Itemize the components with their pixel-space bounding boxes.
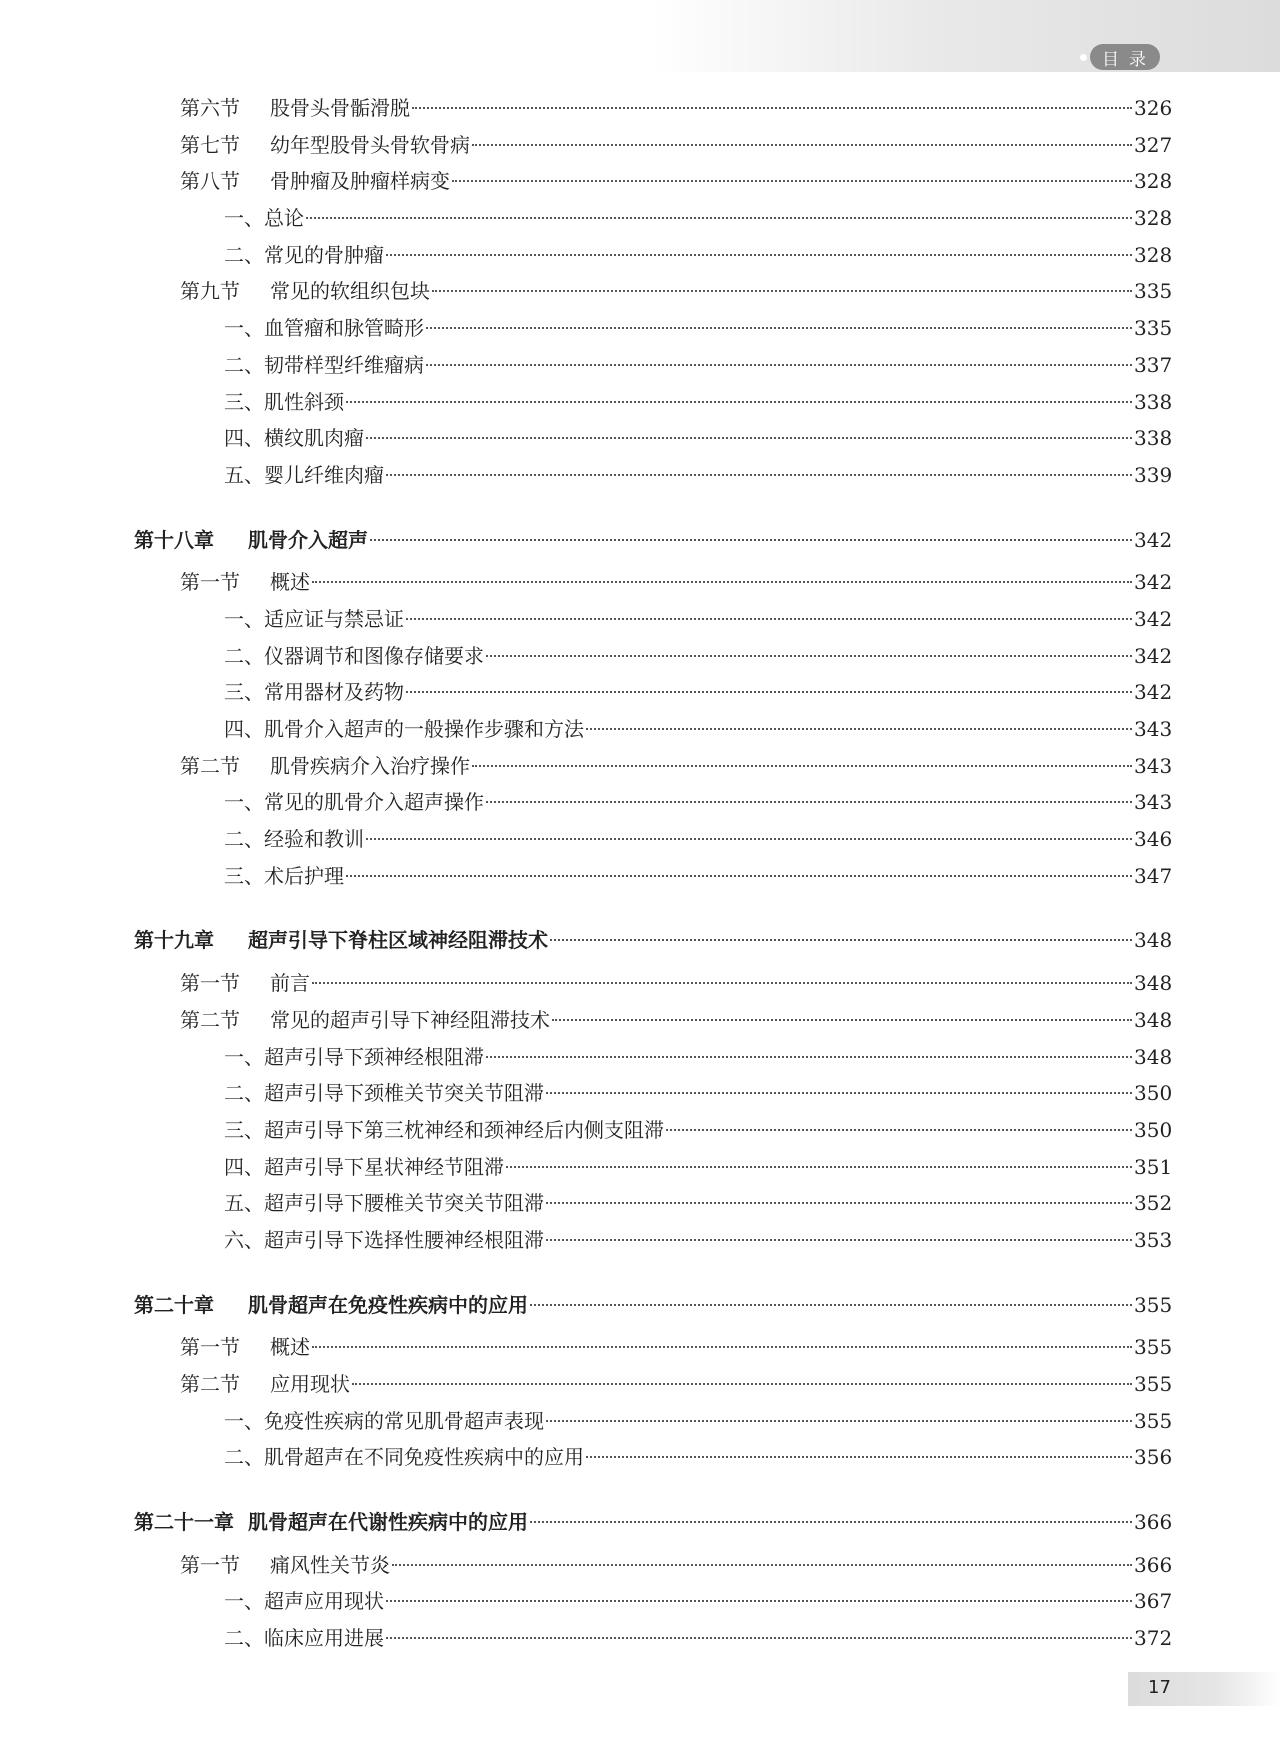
dot-leader — [530, 1519, 1132, 1523]
toc-sub-row[interactable] — [134, 1112, 1173, 1149]
toc-section-row[interactable] — [134, 90, 1173, 127]
toc-entry-title: 二、经验和教训 — [224, 827, 364, 852]
dot-leader — [386, 1598, 1132, 1602]
dot-leader — [472, 763, 1132, 767]
toc-section-number: 第一节 — [180, 570, 240, 595]
toc-page-number: 350 — [1134, 1081, 1173, 1106]
toc-section-row[interactable] — [134, 1366, 1173, 1403]
toc-chapter-number: 第十八章 — [134, 527, 214, 552]
toc-page-number: 355 — [1134, 1372, 1173, 1396]
toc-page-number: 355 — [1134, 1408, 1173, 1433]
toc-page-number: 338 — [1134, 389, 1173, 414]
toc-page-number: 335 — [1134, 279, 1173, 304]
toc-page-number: 348 — [1134, 971, 1173, 996]
toc-section-row[interactable] — [134, 965, 1173, 1002]
toc-chapter-row[interactable] — [134, 1287, 1173, 1324]
toc-entry-title: 一、适应证与禁忌证 — [224, 606, 404, 631]
dot-leader — [370, 537, 1132, 541]
toc-entry-title: 前言 — [270, 971, 310, 996]
toc-chapter-row[interactable] — [134, 922, 1173, 959]
toc-section-number: 第九节 — [180, 279, 240, 304]
toc-entry-title: 一、常见的肌骨介入超声操作 — [224, 790, 484, 815]
toc-sub-row[interactable] — [134, 457, 1173, 494]
dot-leader — [432, 288, 1132, 292]
toc-section-number: 第六节 — [180, 96, 240, 120]
dot-leader — [546, 1237, 1132, 1241]
toc-page-number: 348 — [1134, 1007, 1173, 1032]
toc-page-number: 343 — [1134, 717, 1173, 741]
dot-leader — [426, 325, 1132, 329]
toc-section-row[interactable] — [134, 163, 1173, 200]
toc-page-number: 346 — [1134, 827, 1173, 852]
toc-entry-title: 超声引导下脊柱区域神经阻滞技术 — [248, 928, 548, 953]
toc-sub-row[interactable] — [134, 1439, 1173, 1476]
toc-chapter-number: 第二十章 — [134, 1292, 214, 1317]
table-of-contents — [134, 90, 1173, 1657]
dot-leader — [486, 653, 1132, 657]
toc-page-number: 342 — [1134, 643, 1173, 668]
toc-entry-title: 二、临床应用进展 — [224, 1626, 384, 1651]
toc-entry-title: 四、超声引导下星状神经节阻滞 — [224, 1154, 504, 1179]
toc-sub-row[interactable] — [134, 821, 1173, 858]
toc-sub-row[interactable] — [134, 1039, 1173, 1076]
dot-leader — [386, 472, 1132, 476]
toc-sub-row[interactable] — [134, 1075, 1173, 1112]
toc-page-number: 328 — [1134, 169, 1173, 194]
toc-chapter-number: 第二十一章 — [134, 1510, 234, 1535]
toc-sub-row[interactable] — [134, 858, 1173, 895]
toc-entry-title: 常见的软组织包块 — [270, 279, 430, 304]
toc-entry-title: 一、超声应用现状 — [224, 1589, 384, 1614]
toc-entry-title: 一、血管瘤和脉管畸形 — [224, 316, 424, 341]
toc-entry-title: 肌骨疾病介入治疗操作 — [270, 753, 470, 778]
toc-sub-row[interactable] — [134, 384, 1173, 421]
toc-page-number: 348 — [1134, 928, 1173, 953]
header-band — [650, 0, 1280, 72]
toc-entry-title: 二、常见的骨肿瘤 — [224, 242, 384, 267]
toc-page-number: 343 — [1134, 753, 1173, 778]
toc-page-number: 353 — [1134, 1227, 1173, 1252]
dot-leader — [506, 1164, 1132, 1168]
toc-sub-row[interactable] — [134, 1620, 1173, 1657]
toc-page-number: 328 — [1134, 242, 1173, 267]
toc-section-row[interactable] — [134, 273, 1173, 310]
toc-sub-row[interactable] — [134, 1583, 1173, 1620]
toc-page-number: 337 — [1134, 352, 1173, 377]
dot-leader — [366, 836, 1132, 840]
dot-leader — [666, 1127, 1132, 1131]
toc-section-number: 第一节 — [180, 1552, 240, 1577]
toc-sub-row[interactable] — [134, 420, 1173, 457]
toc-sub-row[interactable] — [134, 1149, 1173, 1186]
toc-page-number: 342 — [1134, 570, 1173, 595]
dot-leader — [586, 726, 1132, 730]
page-number: 17 — [1148, 1677, 1171, 1698]
toc-page-number: 343 — [1134, 790, 1173, 815]
toc-section-row[interactable] — [134, 1547, 1173, 1584]
dot-leader — [486, 799, 1132, 803]
toc-chapter-row[interactable] — [134, 1504, 1173, 1541]
toc-section-row[interactable] — [134, 1329, 1173, 1366]
dot-leader — [530, 1302, 1132, 1306]
dot-leader — [406, 616, 1132, 620]
toc-page-number: 342 — [1134, 527, 1173, 552]
dot-leader — [452, 178, 1132, 182]
toc-sub-row[interactable] — [134, 237, 1173, 274]
toc-section-row[interactable] — [134, 127, 1173, 164]
toc-page-number: 339 — [1134, 462, 1173, 487]
dot-leader — [366, 435, 1132, 439]
dot-leader — [386, 252, 1132, 256]
toc-section-row[interactable] — [134, 748, 1173, 785]
toc-page-number: 342 — [1134, 680, 1173, 705]
toc-page-number: 327 — [1134, 132, 1173, 157]
toc-page-number: 347 — [1134, 863, 1173, 888]
dot-leader — [346, 399, 1132, 403]
toc-page-number: 350 — [1134, 1117, 1173, 1142]
toc-entry-title: 四、肌骨介入超声的一般操作步骤和方法 — [224, 717, 584, 741]
toc-sub-row[interactable] — [134, 200, 1173, 237]
toc-sub-row[interactable] — [134, 601, 1173, 638]
toc-entry-title: 一、免疫性疾病的常见肌骨超声表现 — [224, 1408, 544, 1433]
toc-page-number: 355 — [1134, 1335, 1173, 1360]
toc-page-number: 366 — [1134, 1552, 1173, 1577]
dot-leader — [406, 689, 1132, 693]
toc-entry-title: 三、肌性斜颈 — [224, 389, 344, 414]
toc-page-number: 355 — [1134, 1292, 1173, 1317]
toc-section-number: 第七节 — [180, 132, 240, 157]
toc-section-number: 第二节 — [180, 1372, 240, 1396]
dot-leader — [486, 1054, 1132, 1058]
toc-section-number: 第一节 — [180, 971, 240, 996]
toc-chapter-number: 第十九章 — [134, 928, 214, 953]
dot-leader — [552, 1017, 1132, 1021]
toc-page-number: 328 — [1134, 206, 1173, 231]
toc-entry-title: 二、肌骨超声在不同免疫性疾病中的应用 — [224, 1445, 584, 1470]
dot-leader — [312, 980, 1132, 984]
toc-page-number: 367 — [1134, 1589, 1173, 1614]
dot-leader — [546, 1090, 1132, 1094]
toc-entry-title: 肌骨超声在免疫性疾病中的应用 — [248, 1292, 528, 1317]
toc-page-number: 356 — [1134, 1445, 1173, 1470]
toc-page-number: 348 — [1134, 1044, 1173, 1069]
toc-entry-title: 常见的超声引导下神经阻滞技术 — [270, 1007, 550, 1032]
toc-page-number: 338 — [1134, 426, 1173, 451]
toc-page-number: 342 — [1134, 606, 1173, 631]
dot-leader — [546, 1200, 1132, 1204]
toc-section-number: 第二节 — [180, 1007, 240, 1032]
toc-entry-title: 概述 — [270, 570, 310, 595]
dot-leader — [392, 1562, 1132, 1566]
dot-leader — [426, 362, 1132, 366]
section-label: 目录 — [1090, 44, 1160, 70]
dot-leader — [412, 105, 1132, 109]
toc-entry-title: 概述 — [270, 1335, 310, 1360]
toc-page-number: 366 — [1134, 1510, 1173, 1535]
dot-leader — [386, 1635, 1132, 1639]
toc-entry-title: 肌骨介入超声 — [248, 527, 368, 552]
toc-entry-title: 三、术后护理 — [224, 863, 344, 888]
toc-entry-title: 五、婴儿纤维肉瘤 — [224, 462, 384, 487]
toc-entry-title: 骨肿瘤及肿瘤样病变 — [270, 169, 450, 194]
toc-entry-title: 三、超声引导下第三枕神经和颈神经后内侧支阻滞 — [224, 1117, 664, 1142]
dot-leader — [550, 937, 1132, 941]
toc-entry-title: 一、超声引导下颈神经根阻滞 — [224, 1044, 484, 1069]
toc-entry-title: 应用现状 — [270, 1372, 350, 1396]
toc-entry-title: 肌骨超声在代谢性疾病中的应用 — [248, 1510, 528, 1535]
section-tag — [1062, 44, 1172, 70]
toc-entry-title: 三、常用器材及药物 — [224, 680, 404, 705]
dot-leader — [306, 215, 1132, 219]
toc-entry-title: 四、横纹肌肉瘤 — [224, 426, 364, 451]
toc-page-number: 326 — [1134, 96, 1173, 120]
bullet-icon — [1080, 54, 1087, 61]
toc-section-number: 第一节 — [180, 1335, 240, 1360]
page-number-box — [1128, 1672, 1280, 1706]
toc-sub-row[interactable] — [134, 1185, 1173, 1222]
dot-leader — [352, 1381, 1132, 1385]
toc-section-number: 第二节 — [180, 753, 240, 778]
toc-section-row[interactable] — [134, 1002, 1173, 1039]
toc-section-row[interactable] — [134, 564, 1173, 601]
toc-sub-row[interactable] — [134, 638, 1173, 675]
dot-leader — [312, 1344, 1132, 1348]
toc-entry-title: 二、仪器调节和图像存储要求 — [224, 643, 484, 668]
toc-sub-row[interactable] — [134, 1222, 1173, 1259]
toc-entry-title: 一、总论 — [224, 206, 304, 231]
toc-page-number: 335 — [1134, 316, 1173, 341]
toc-entry-title: 痛风性关节炎 — [270, 1552, 390, 1577]
toc-page-number: 351 — [1134, 1154, 1173, 1179]
toc-sub-row[interactable] — [134, 674, 1173, 711]
toc-section-number: 第八节 — [180, 169, 240, 194]
toc-entry-title: 二、韧带样型纤维瘤病 — [224, 352, 424, 377]
toc-sub-row[interactable] — [134, 784, 1173, 821]
toc-entry-title: 五、超声引导下腰椎关节突关节阻滞 — [224, 1191, 544, 1216]
toc-chapter-row[interactable] — [134, 522, 1173, 559]
toc-entry-title: 股骨头骨骺滑脱 — [270, 96, 410, 120]
toc-sub-row[interactable] — [134, 1403, 1173, 1440]
toc-entry-title: 六、超声引导下选择性腰神经根阻滞 — [224, 1227, 544, 1252]
dot-leader — [472, 142, 1132, 146]
dot-leader — [546, 1418, 1132, 1422]
dot-leader — [312, 579, 1132, 583]
toc-sub-row[interactable] — [134, 347, 1173, 384]
dot-leader — [346, 873, 1132, 877]
toc-sub-row[interactable] — [134, 711, 1173, 748]
toc-page-number: 352 — [1134, 1191, 1173, 1216]
toc-page-number: 372 — [1134, 1626, 1173, 1651]
toc-entry-title: 二、超声引导下颈椎关节突关节阻滞 — [224, 1081, 544, 1106]
dot-leader — [586, 1454, 1132, 1458]
toc-sub-row[interactable] — [134, 310, 1173, 347]
toc-entry-title: 幼年型股骨头骨软骨病 — [270, 132, 470, 157]
